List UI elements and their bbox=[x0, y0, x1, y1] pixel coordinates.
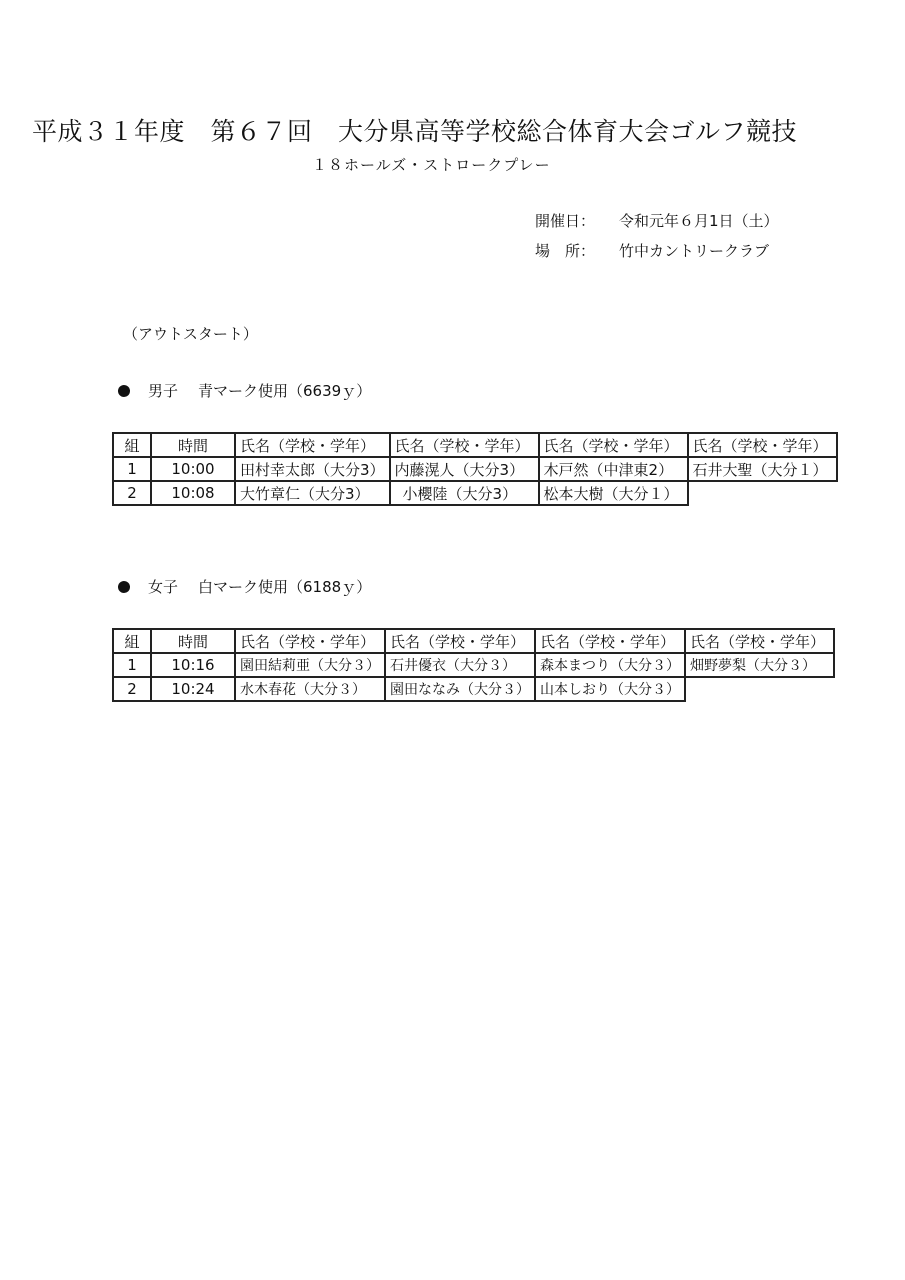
group-cell: 2 bbox=[113, 481, 151, 505]
tee-info: 青マーク使用（6639ｙ） bbox=[198, 382, 372, 400]
start-type: （アウトスタート） bbox=[123, 325, 258, 343]
player-cell: 園田結莉亜（大分３） bbox=[235, 653, 385, 677]
player-cell: 大竹章仁（大分3） bbox=[235, 481, 390, 505]
column-header-group: 組 bbox=[113, 433, 151, 457]
time-cell: 10:00 bbox=[151, 457, 235, 481]
column-header-player: 氏名（学校・学年） bbox=[390, 433, 539, 457]
player-cell: 松本大樹（大分１） bbox=[539, 481, 688, 505]
column-header-time: 時間 bbox=[151, 433, 235, 457]
document-subtitle: １８ホールズ・ストロークプレー bbox=[312, 156, 551, 174]
event-venue-label: 場 所： bbox=[535, 242, 596, 260]
player-cell: 石井大聖（大分１） bbox=[688, 457, 837, 481]
column-header-player: 氏名（学校・学年） bbox=[535, 629, 685, 653]
event-venue-line bbox=[535, 240, 769, 261]
player-cell: 園田ななみ（大分３） bbox=[385, 677, 535, 701]
player-cell: 水木春花（大分３） bbox=[235, 677, 385, 701]
table-header-row bbox=[113, 629, 834, 653]
tee-info: 白マーク使用（6188ｙ） bbox=[198, 578, 372, 596]
player-cell: 木戸然（中津東2） bbox=[539, 457, 688, 481]
section-title: 男子 bbox=[148, 382, 179, 400]
player-cell: 森本まつり（大分３） bbox=[535, 653, 685, 677]
table-row bbox=[113, 457, 837, 481]
column-header-player: 氏名（学校・学年） bbox=[235, 629, 385, 653]
column-header-group: 組 bbox=[113, 629, 151, 653]
document-title: 平成３１年度 第６７回 大分県高等学校総合体育大会ゴルフ競技 bbox=[32, 117, 798, 146]
player-cell: 山本しおり（大分３） bbox=[535, 677, 685, 701]
time-cell: 10:08 bbox=[151, 481, 235, 505]
player-cell: 畑野夢梨（大分３） bbox=[685, 653, 834, 677]
pairing-table-women bbox=[112, 628, 835, 702]
column-header-player: 氏名（学校・学年） bbox=[539, 433, 688, 457]
event-date-line bbox=[535, 210, 779, 231]
empty-cell bbox=[685, 677, 834, 701]
pairing-table-men bbox=[112, 432, 838, 506]
table-row bbox=[113, 481, 837, 505]
event-date-value: 令和元年６月1日（土） bbox=[619, 212, 779, 230]
table-header-row bbox=[113, 433, 837, 457]
time-cell: 10:24 bbox=[151, 677, 235, 701]
section-heading-women bbox=[118, 576, 371, 597]
group-cell: 1 bbox=[113, 653, 151, 677]
player-cell: 田村幸太郎（大分3） bbox=[235, 457, 390, 481]
section-heading-men bbox=[118, 380, 371, 401]
group-cell: 2 bbox=[113, 677, 151, 701]
group-cell: 1 bbox=[113, 457, 151, 481]
time-cell: 10:16 bbox=[151, 653, 235, 677]
player-cell: 内藤滉人（大分3） bbox=[390, 457, 539, 481]
table-row bbox=[113, 653, 834, 677]
column-header-player: 氏名（学校・学年） bbox=[685, 629, 834, 653]
bullet-icon bbox=[118, 385, 130, 397]
bullet-icon bbox=[118, 581, 130, 593]
table-row bbox=[113, 677, 834, 701]
column-header-player: 氏名（学校・学年） bbox=[235, 433, 390, 457]
player-cell: 石井優衣（大分３） bbox=[385, 653, 535, 677]
empty-cell bbox=[688, 481, 837, 505]
event-date-label: 開催日： bbox=[535, 212, 596, 230]
player-cell: 小櫻陸（大分3） bbox=[390, 481, 539, 505]
event-venue-value: 竹中カントリークラブ bbox=[619, 242, 770, 260]
column-header-time: 時間 bbox=[151, 629, 235, 653]
column-header-player: 氏名（学校・学年） bbox=[385, 629, 535, 653]
column-header-player: 氏名（学校・学年） bbox=[688, 433, 837, 457]
section-title: 女子 bbox=[148, 578, 179, 596]
